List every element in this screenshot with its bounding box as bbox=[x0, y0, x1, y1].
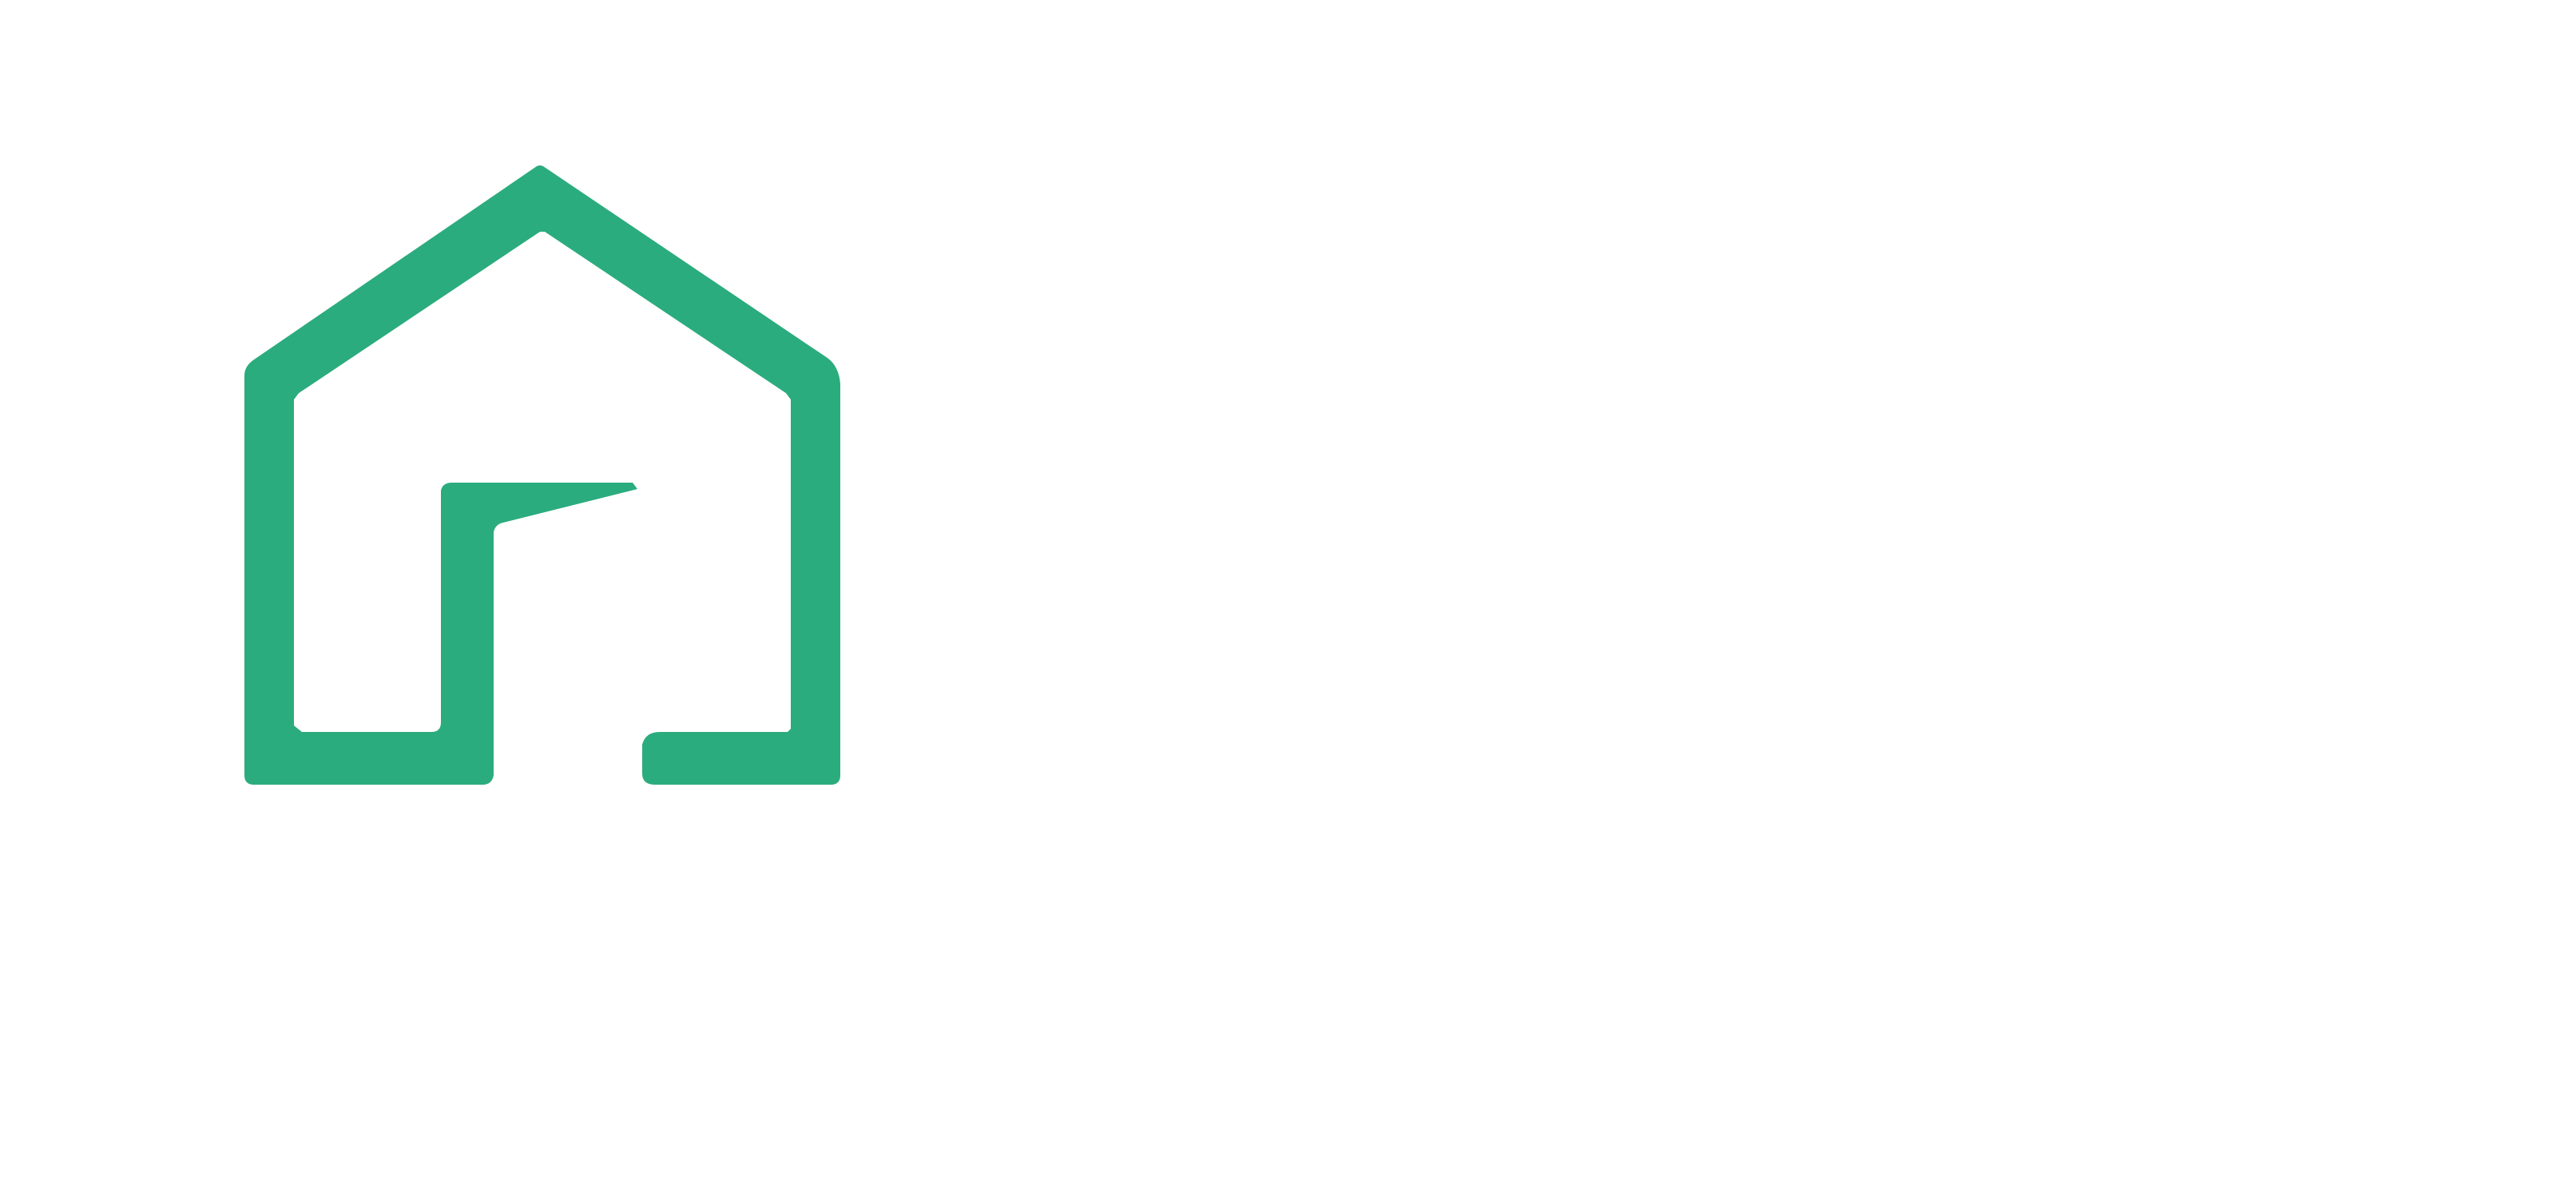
house-outline-left bbox=[244, 165, 840, 785]
